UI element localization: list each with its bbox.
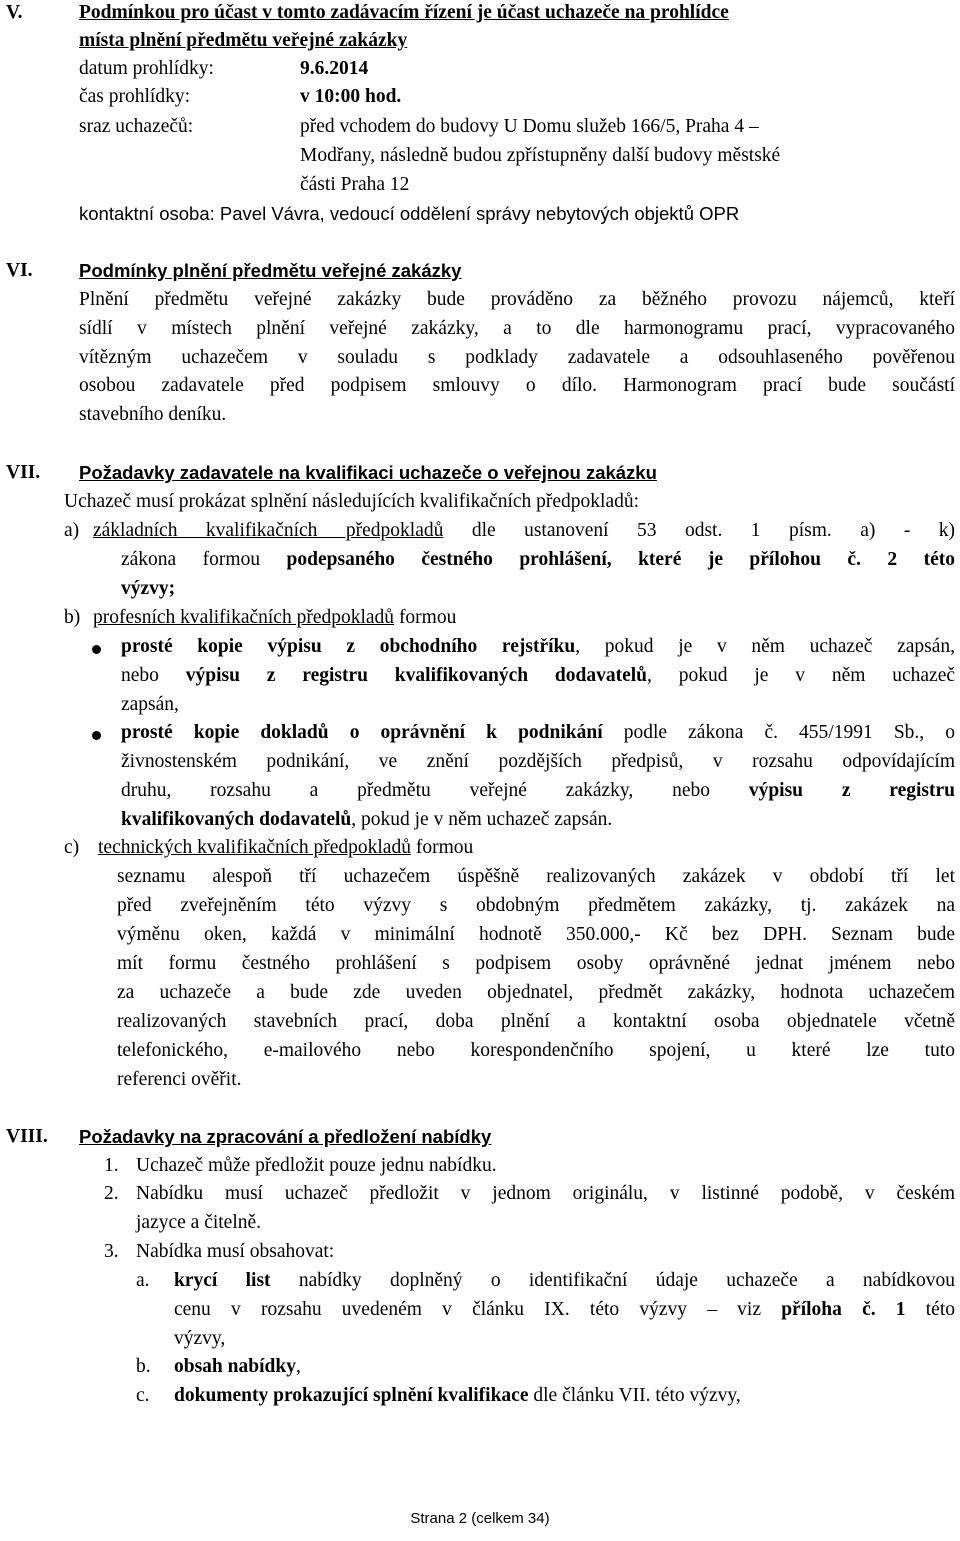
list-item-line: Nabídku musí uchazeč předložit v jednom originálu, v listinné podobě, v českém: [136, 1183, 955, 1204]
list-number: 2.: [104, 1183, 119, 1204]
list-marker: c): [64, 837, 80, 858]
underlined-term: základních kvalifikačních předpokladů: [93, 520, 444, 541]
paragraph-line: za uchazeče a bude zde uveden objednatel, předmět zakázky, hodnota uchazečem: [117, 982, 955, 1003]
item-text: nabídky doplněný o identifikační údaje uchazeče a nabídkovou: [298, 1270, 955, 1291]
item-bold-text: krycí list: [174, 1270, 271, 1291]
list-marker: a): [64, 520, 80, 541]
section-title: Podmínky plnění předmětu veřejné zakázky: [79, 260, 462, 281]
section-title: Podmínkou pro účast v tomto zadávacím řízení je účast uchazeče na prohlídce: [79, 2, 729, 23]
list-number: 1.: [104, 1155, 119, 1176]
paragraph-line: Plnění předmětu veřejné zakázky bude prováděno za běžného provozu nájemců, kteří: [79, 289, 955, 310]
section-title-continued: místa plnění předmětu veřejné zakázky: [79, 30, 408, 51]
list-item-line: [121, 546, 955, 575]
item-bold-text: prosté kopie dokladů o oprávnění k podnikání: [121, 722, 603, 743]
item-bold-text: podepsaného čestného prohlášení, které je přílohou č. 2 této: [286, 549, 955, 570]
list-item-line: Uchazeč může předložit pouze jednu nabídku.: [136, 1155, 497, 1176]
paragraph-line: realizovaných stavebních prací, doba plnění a kontaktní osoba objednatele včetně: [117, 1011, 955, 1032]
section-number: VII.: [6, 462, 41, 483]
sub-list-marker: a.: [136, 1270, 150, 1291]
item-text: formou: [415, 837, 474, 858]
meeting-place-line: před vchodem do budovy U Domu služeb 166/5, Praha 4 –: [300, 116, 759, 137]
contact-person: kontaktní osoba: Pavel Vávra, vedoucí oddělení správy nebytových objektů OPR: [79, 203, 740, 224]
list-item-line: výzvy;: [121, 578, 176, 599]
bullet-line: [121, 806, 612, 835]
item-text: této: [925, 1299, 956, 1320]
item-text: druhu, rozsahu a předmětu veřejné zakázky, nebo: [121, 780, 710, 801]
item-bold-text: dokumenty prokazující splnění kvalifikace: [174, 1385, 529, 1406]
underlined-term: technických kvalifikačních předpokladů: [98, 837, 411, 858]
bullet-dot: [92, 645, 101, 654]
visit-date-label: datum prohlídky:: [79, 58, 214, 79]
bullet-line: [121, 719, 955, 748]
item-bold-text: výpisu z registru kvalifikovaných dodavatelů: [185, 665, 648, 686]
visit-time-label: čas prohlídky:: [79, 86, 191, 107]
bullet-line: [121, 777, 955, 806]
section-title: Požadavky na zpracování a předložení nabídky: [79, 1126, 492, 1147]
item-text: podle zákona č. 455/1991 Sb., o: [623, 722, 955, 743]
item-bold-text: prosté kopie výpisu z obchodního rejstříku: [121, 636, 576, 657]
item-text: ,: [295, 1356, 301, 1377]
list-number: 3.: [104, 1241, 119, 1262]
paragraph-line: vítězným uchazečem v souladu s podklady zadavatele a odsouhlaseného pověřenou: [79, 347, 955, 368]
item-text: , pokud je v něm uchazeč: [647, 665, 955, 686]
bullet-dot: [92, 731, 101, 740]
sub-list-line: [174, 1353, 301, 1382]
bullet-line: zapsán,: [121, 694, 179, 715]
sub-list-line: [174, 1382, 741, 1411]
meeting-place-line: části Praha 12: [300, 174, 410, 195]
meeting-label: sraz uchazečů:: [79, 116, 194, 137]
bullet-line: [121, 662, 955, 691]
meeting-place-line: Modřany, následně budou zpřístupněny další budovy městské: [300, 145, 781, 166]
bullet-line: živnostenském podnikání, ve znění pozdějších předpisů, v rozsahu odpovídajícím: [121, 751, 955, 772]
item-bold-text: kvalifikovaných dodavatelů: [121, 809, 352, 830]
item-text: dle ustanovení 53 odst. 1 písm. a) - k): [471, 520, 956, 541]
item-text: dle článku VII. této výzvy,: [533, 1385, 741, 1406]
item-text: cenu v rozsahu uvedeném v článku IX. této výzvy – viz: [174, 1299, 761, 1320]
list-item-line: [98, 834, 473, 863]
page-number-footer: Strana 2 (celkem 34): [410, 1510, 550, 1527]
paragraph-line: stavebního deníku.: [79, 404, 227, 425]
sub-list-line: [174, 1296, 955, 1325]
underlined-term: profesních kvalifikačních předpokladů: [93, 607, 395, 628]
item-text: formou: [398, 607, 457, 628]
paragraph-line: telefonického, e-mailového nebo korespondenčního spojení, u které lze tuto: [117, 1040, 955, 1061]
item-text: , pokud je v něm uchazeč zapsán,: [575, 636, 955, 657]
paragraph-line: mít formu čestného prohlášení s podpisem osoby oprávněné jednat jménem nebo: [117, 953, 955, 974]
list-marker: b): [64, 607, 81, 628]
section-number: V.: [6, 2, 23, 23]
item-text: zákona formou: [121, 549, 261, 570]
paragraph-line: před zveřejněním této výzvy s obdobným předmětem zakázky, tj. zakázek na: [117, 895, 955, 916]
item-bold-text: obsah nabídky: [174, 1356, 296, 1377]
sub-list-line: [174, 1267, 955, 1296]
sub-list-marker: c.: [136, 1385, 150, 1406]
list-item-line: Nabídka musí obsahovat:: [136, 1241, 335, 1262]
list-item-line: [93, 517, 955, 546]
item-text: , pokud je v něm uchazeč zapsán.: [351, 809, 613, 830]
visit-date-value: 9.6.2014: [300, 58, 369, 79]
list-item-line: [93, 604, 456, 633]
qualification-intro: Uchazeč musí prokázat splnění následujících kvalifikačních předpokladů:: [64, 491, 640, 512]
item-bold-text: příloha č. 1: [781, 1299, 906, 1320]
list-item-line: jazyce a čitelně.: [136, 1212, 262, 1233]
paragraph-line: seznamu alespoň tří uchazečem úspěšně realizovaných zakázek v období tří let: [117, 866, 955, 887]
section-title: Požadavky zadavatele na kvalifikaci uchazeče o veřejnou zakázku: [79, 462, 657, 483]
visit-time-value: v 10:00 hod.: [300, 86, 402, 107]
item-bold-text: výpisu z registru: [748, 780, 956, 801]
bullet-line: [121, 633, 955, 662]
item-text: nebo: [121, 665, 159, 686]
paragraph-line: referenci ověřit.: [117, 1069, 242, 1090]
sub-list-line: výzvy,: [174, 1328, 226, 1349]
paragraph-line: sídlí v místech plnění veřejné zakázky, a to dle harmonogramu prací, vypracovaného: [79, 318, 955, 339]
section-number: VI.: [6, 260, 33, 281]
sub-list-marker: b.: [136, 1356, 151, 1377]
section-number: VIII.: [6, 1126, 48, 1147]
paragraph-line: výměnu oken, každá v minimální hodnotě 350.000,- Kč bez DPH. Seznam bude: [117, 924, 955, 945]
paragraph-line: osobou zadavatele před podpisem smlouvy o dílo. Harmonogram prací bude součástí: [79, 375, 955, 396]
